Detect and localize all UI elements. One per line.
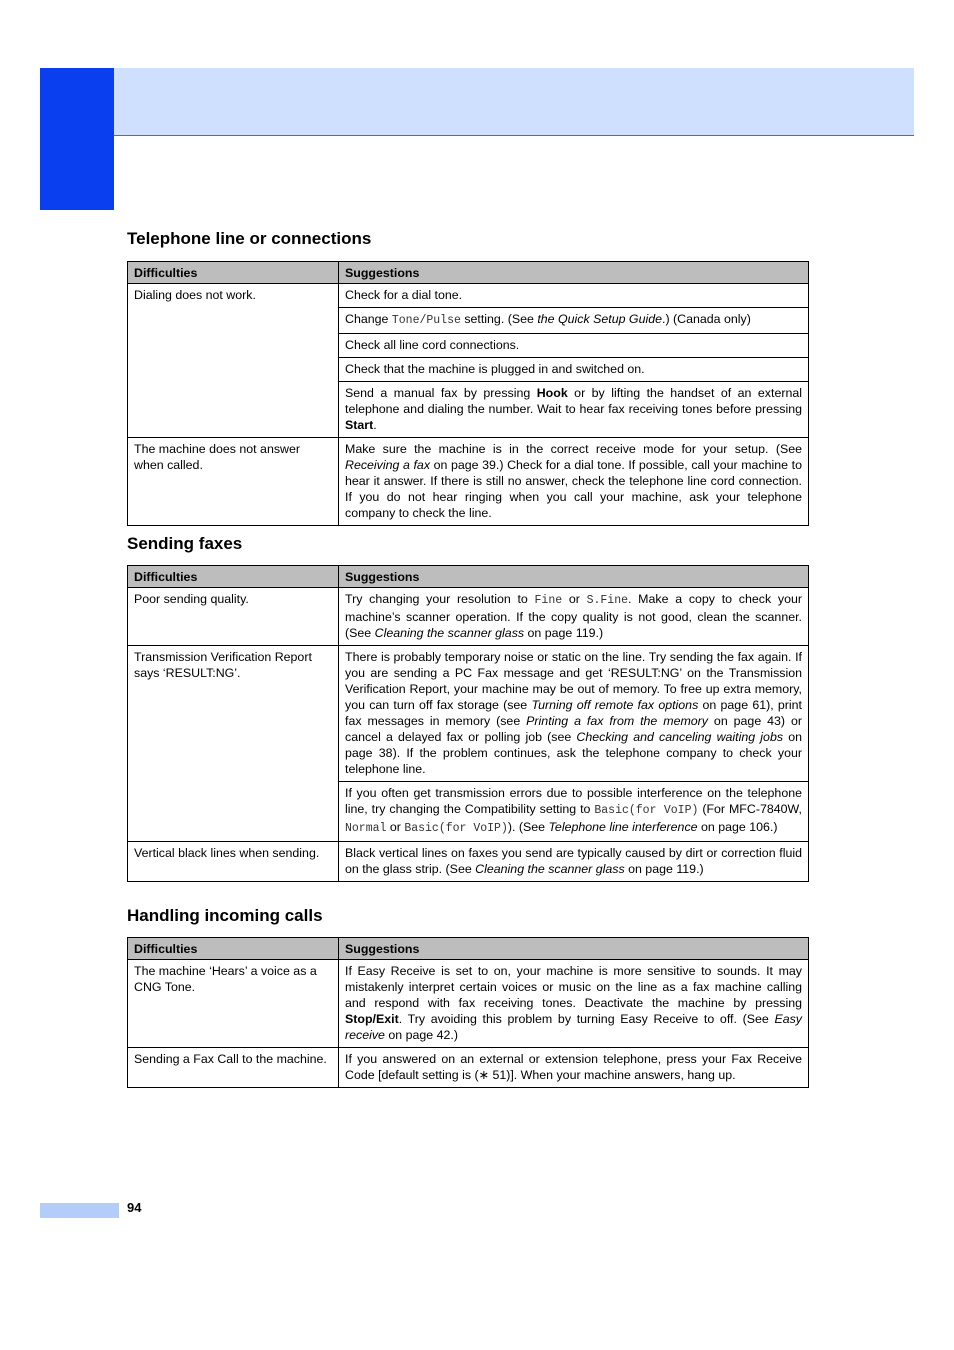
table-sending bbox=[127, 565, 809, 882]
suggestion-text: Make sure the machine is in the correct receive mode for your setup. (See bbox=[345, 442, 802, 456]
suggestion-text: There is probably temporary noise or static on the line. Try sending the fax again. If you are sending a PC Fax message and get ‘RESULT:NG’ on the Transmission Verification Report, your machine may be out of memory. To free up extra memory, you can turn off fax storage (see bbox=[345, 650, 802, 712]
suggestion-text: (For MFC-7840W, bbox=[698, 802, 802, 816]
suggestion-text: Hook bbox=[536, 386, 568, 400]
suggestion-text: Basic(for VoIP) bbox=[594, 804, 699, 817]
column-header-suggestions: Suggestions bbox=[339, 938, 809, 960]
column-header-difficulties: Difficulties bbox=[128, 566, 339, 588]
suggestion-text: Check for a dial tone. bbox=[345, 288, 463, 302]
table-row bbox=[128, 284, 809, 308]
suggestion-text: on page 119.) bbox=[524, 626, 604, 640]
difficulty-cell: Transmission Verification Report says ‘RESULT:NG’. bbox=[128, 646, 339, 842]
suggestion-text: on page 119.) bbox=[624, 862, 704, 876]
suggestion-cell bbox=[339, 782, 809, 842]
page-number-bar bbox=[40, 1203, 119, 1218]
suggestion-text: . bbox=[373, 418, 377, 432]
header-band bbox=[40, 68, 914, 136]
suggestion-text: or bbox=[562, 592, 587, 606]
suggestion-text: the Quick Setup Guide bbox=[537, 312, 662, 326]
suggestion-cell bbox=[339, 588, 809, 646]
table-telephone bbox=[127, 261, 809, 526]
suggestion-cell bbox=[339, 1048, 809, 1088]
suggestion-text: If you often get transmission errors due to possible interference on the telephone line, try changing the Compatibility setting to bbox=[345, 786, 802, 816]
table-row bbox=[128, 646, 809, 782]
suggestion-text: Printing a fax from the memory bbox=[526, 714, 708, 728]
suggestion-cell bbox=[339, 842, 809, 882]
page-number: 94 bbox=[127, 1200, 142, 1215]
suggestion-cell bbox=[339, 438, 809, 526]
suggestion-text: Stop/Exit bbox=[345, 1012, 399, 1026]
column-header-difficulties: Difficulties bbox=[128, 262, 339, 284]
suggestion-text: Telephone line interference bbox=[548, 820, 698, 834]
section-title-telephone: Telephone line or connections bbox=[127, 229, 372, 248]
suggestion-cell bbox=[339, 358, 809, 382]
suggestion-text: Black vertical lines on faxes you send are typically caused by dirt or correction fluid on the glass strip. (See bbox=[345, 846, 802, 876]
table-row bbox=[128, 438, 809, 526]
suggestion-cell bbox=[339, 284, 809, 308]
suggestion-cell bbox=[339, 308, 809, 334]
suggestion-text: Check that the machine is plugged in and switched on. bbox=[345, 362, 645, 376]
table-row bbox=[128, 588, 809, 646]
table-header-row bbox=[128, 938, 809, 960]
difficulty-cell: The machine ‘Hears’ a voice as a CNG Tone. bbox=[128, 960, 339, 1048]
suggestion-text: Check all line cord connections. bbox=[345, 338, 520, 352]
suggestion-cell bbox=[339, 334, 809, 358]
suggestion-text: on page 39.) Check for a dial tone. If possible, call your machine to hear it answer. If there is still no answer, check the telephone line cord connection. If you do not hear ringing when you call your machine, ask your telephone company to check the line. bbox=[345, 458, 802, 520]
difficulty-cell: Poor sending quality. bbox=[128, 588, 339, 646]
suggestion-text: S.Fine bbox=[586, 594, 629, 607]
column-header-difficulties: Difficulties bbox=[128, 938, 339, 960]
suggestion-text: on page 38). If the problem continues, ask the telephone company to check your telephone line. bbox=[345, 730, 802, 776]
difficulty-cell: Vertical black lines when sending. bbox=[128, 842, 339, 882]
suggestion-text: Tone/Pulse bbox=[391, 314, 461, 327]
suggestion-text: Change bbox=[345, 312, 392, 326]
section-title-sending: Sending faxes bbox=[127, 534, 243, 553]
suggestion-text: on page 106.) bbox=[697, 820, 778, 834]
suggestion-text: Turning off remote fax options bbox=[531, 698, 699, 712]
suggestion-text: Receiving a fax bbox=[345, 458, 431, 472]
table-row bbox=[128, 960, 809, 1048]
table-row bbox=[128, 1048, 809, 1088]
difficulty-cell: Sending a Fax Call to the machine. bbox=[128, 1048, 339, 1088]
suggestion-text: If you answered on an external or extension telephone, press your Fax Receive Code [default setting is (∗ 51)]. When your machine answers, hang up. bbox=[345, 1052, 802, 1082]
suggestion-text: . Make a copy to check your machine’s scanner operation. If the copy quality is not good, clean the scanner. (See bbox=[345, 592, 802, 640]
suggestion-text: Cleaning the scanner glass bbox=[374, 626, 525, 640]
suggestion-text: Normal bbox=[345, 822, 387, 835]
suggestion-text: Try changing your resolution to bbox=[345, 592, 535, 606]
table-incoming bbox=[127, 937, 809, 1088]
suggestion-text: Cleaning the scanner glass bbox=[475, 862, 625, 876]
suggestion-text: Easy receive bbox=[345, 1012, 802, 1042]
suggestion-text: on page 43) or cancel a delayed fax or polling job (see bbox=[345, 714, 802, 744]
suggestion-text: Basic(for VoIP) bbox=[404, 822, 508, 835]
suggestion-text: or bbox=[386, 820, 405, 834]
column-header-suggestions: Suggestions bbox=[339, 262, 809, 284]
suggestion-cell bbox=[339, 382, 809, 438]
table-header-row bbox=[128, 566, 809, 588]
table-header-row bbox=[128, 262, 809, 284]
table-row bbox=[128, 842, 809, 882]
section-title-incoming: Handling incoming calls bbox=[127, 906, 323, 925]
column-header-suggestions: Suggestions bbox=[339, 566, 809, 588]
suggestion-text: Start bbox=[345, 418, 374, 432]
suggestion-cell bbox=[339, 960, 809, 1048]
suggestion-text: Checking and canceling waiting jobs bbox=[576, 730, 784, 744]
suggestion-text: .) (Canada only) bbox=[662, 312, 751, 326]
difficulty-cell: Dialing does not work. bbox=[128, 284, 339, 438]
suggestion-text: or by lifting the handset of an external telephone and dialing the number. Wait to hear fax receiving tones before pressing bbox=[345, 386, 802, 416]
suggestion-text: Fine bbox=[534, 594, 563, 607]
suggestion-text: on page 61), print fax messages in memory (see bbox=[345, 698, 803, 728]
suggestion-text: . Try avoiding this problem by turning Easy Receive to off. (See bbox=[398, 1012, 775, 1026]
suggestion-text: ). (See bbox=[507, 820, 549, 834]
suggestion-text: If Easy Receive is set to on, your machine is more sensitive to sounds. It may mistakenly interpret certain voices or music on the line as a fax machine calling and respond with fax receiving tones. Deactivate the machine by pressing bbox=[345, 964, 802, 1010]
suggestion-text: on page 42.) bbox=[384, 1028, 458, 1042]
suggestion-cell bbox=[339, 646, 809, 782]
suggestion-text: setting. (See bbox=[460, 312, 538, 326]
difficulty-cell: The machine does not answer when called. bbox=[128, 438, 339, 526]
suggestion-text: Send a manual fax by pressing bbox=[345, 386, 537, 400]
chapter-tab-block bbox=[40, 68, 114, 210]
